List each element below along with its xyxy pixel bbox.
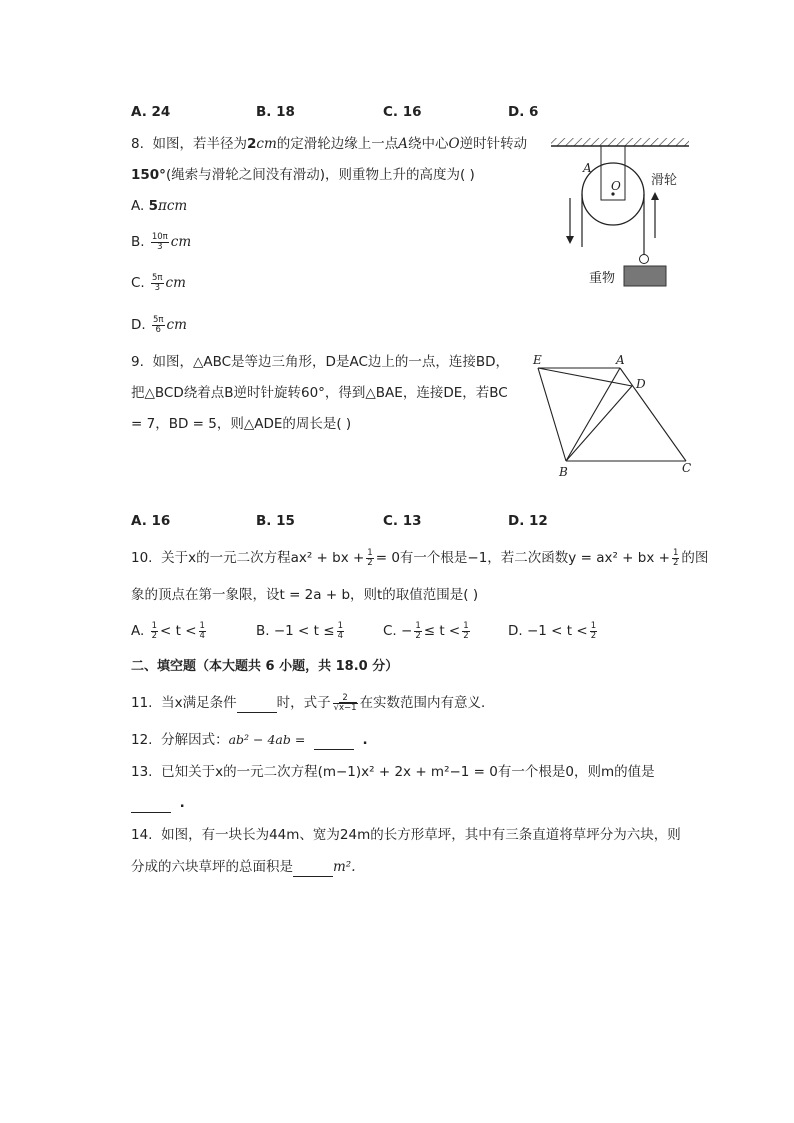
- q10-text: = 0有一个根是−1，若二次函数y = ax² + bx +: [375, 550, 670, 566]
- option-fraction: [152, 316, 165, 335]
- option-label: D.: [131, 317, 146, 333]
- q7-option-b: B. 18: [256, 104, 295, 120]
- option-label: C.: [383, 623, 397, 639]
- option-text: −1 < t ≤: [273, 623, 335, 639]
- label-e: E: [533, 353, 542, 367]
- q13-number: 13.: [131, 764, 153, 780]
- label-d: D: [636, 377, 646, 391]
- q11-text: 时，式子: [276, 695, 331, 711]
- segment-ac: [620, 368, 686, 461]
- q11-text: 当x满足条件: [161, 695, 237, 711]
- numerator: 1: [590, 620, 597, 631]
- numerator: 1: [151, 620, 158, 631]
- q8-option-a: [131, 196, 187, 216]
- numerator: 1: [337, 620, 343, 631]
- q7-option-a: A. 24: [131, 104, 171, 120]
- weight-block: [624, 266, 666, 286]
- option-label: B.: [256, 623, 270, 639]
- label-weight: 重物: [589, 271, 616, 286]
- option-label: C.: [131, 275, 145, 291]
- q8-text: 如图，若半径为: [152, 136, 247, 152]
- numerator: 1: [672, 547, 679, 558]
- q8-text: 的定滑轮边缘上一点: [276, 136, 399, 152]
- q9-option-d: D. 12: [508, 513, 548, 529]
- numerator: 1: [199, 620, 205, 631]
- option-text: −: [401, 623, 413, 639]
- arrow-up-head: [651, 192, 659, 200]
- q12-number: 12.: [131, 732, 153, 748]
- q9-line3: = 7，BD = 5，则△ADE的周长是( ): [131, 416, 352, 432]
- q13-period: .: [179, 795, 185, 811]
- q8-unit: cm: [256, 136, 277, 152]
- label-c: C: [682, 461, 692, 475]
- option-fraction: [151, 622, 158, 641]
- q8-line1: [131, 134, 527, 154]
- numerator: 1: [463, 620, 469, 631]
- denominator: 4: [199, 630, 205, 641]
- q11-number: 11.: [131, 695, 153, 711]
- option-unit: cm: [166, 317, 187, 333]
- option-fraction: [151, 274, 164, 293]
- q11-line: [131, 693, 495, 713]
- label-a: A: [583, 161, 592, 175]
- fraction-half: [366, 549, 373, 568]
- option-label: D.: [508, 623, 523, 639]
- q10-line2: 象的顶点在第一象限，设t = 2a + b，则t的取值范围是( ): [131, 587, 479, 603]
- sqrt-content: x−1: [339, 702, 357, 713]
- q14-line1: [131, 825, 681, 845]
- option-text: < t <: [160, 623, 197, 639]
- option-value: 5: [148, 198, 158, 214]
- q13-line2: [131, 793, 185, 813]
- arrow-down-head: [566, 236, 574, 244]
- q9-option-a: A. 16: [131, 513, 171, 529]
- q8-number: 8.: [131, 136, 144, 152]
- segment-eb: [538, 368, 566, 461]
- q9-option-c: C. 13: [383, 513, 422, 529]
- q8-option-c: [131, 273, 186, 293]
- denominator: 2: [151, 630, 158, 641]
- ceiling-hatch: [551, 138, 689, 146]
- q7-option-c: C. 16: [383, 104, 422, 120]
- q12-expression: ab² − 4ab =: [228, 732, 306, 747]
- option-label: A.: [131, 623, 145, 639]
- option-unit: cm: [170, 234, 192, 250]
- option-fraction: [462, 622, 469, 641]
- segment-bd: [566, 386, 632, 461]
- denominator: 6: [155, 324, 161, 335]
- denominator: 2: [367, 557, 373, 568]
- answer-blank[interactable]: [131, 798, 171, 813]
- option-unit: cm: [165, 275, 186, 291]
- q10-option-c: [383, 621, 472, 641]
- option-fraction: [151, 233, 169, 252]
- label-pulley: 滑轮: [651, 173, 678, 188]
- pulley-figure: [545, 132, 705, 297]
- q14-line2: [131, 857, 356, 877]
- q11-text: 在实数范围内有意义．: [359, 695, 495, 711]
- q9-number: 9.: [131, 354, 144, 370]
- answer-blank[interactable]: [237, 698, 277, 713]
- denominator: 2: [590, 630, 597, 641]
- option-text: −1 < t <: [526, 623, 588, 639]
- q9-line1: [131, 352, 509, 372]
- label-a: A: [616, 353, 625, 367]
- q9-text: 如图，△ABC是等边三角形，D是AC边上的一点，连接BD，: [152, 354, 510, 370]
- q12-line: [131, 730, 368, 750]
- q8-text: 绕中心: [408, 136, 449, 152]
- answer-blank[interactable]: [293, 862, 333, 877]
- denominator: 3: [157, 241, 163, 252]
- option-fraction: [590, 622, 597, 641]
- hook-ring: [640, 255, 649, 264]
- q12-period: .: [362, 732, 368, 748]
- option-fraction: [199, 622, 206, 641]
- triangle-figure: [528, 348, 698, 483]
- q10-number: 10.: [131, 550, 153, 566]
- q10-line1: [131, 548, 708, 568]
- option-label: A.: [131, 198, 145, 214]
- q8-radius: 2: [246, 136, 257, 152]
- q14-number: 14.: [131, 827, 153, 843]
- q10-option-d: [508, 621, 599, 641]
- denominator: 2: [672, 557, 679, 568]
- q8-line2: [131, 165, 475, 185]
- q10-text: 的图: [681, 550, 709, 566]
- answer-blank[interactable]: [314, 735, 354, 750]
- q8-point-a: A: [398, 136, 409, 152]
- q8-option-b: [131, 232, 191, 252]
- numerator: 1: [367, 547, 373, 558]
- denominator: 3: [154, 282, 160, 293]
- denominator: 4: [337, 630, 343, 641]
- numerator: 10π: [151, 231, 168, 242]
- q12-text: 分解因式：: [161, 732, 229, 748]
- numerator: 5π: [152, 272, 163, 283]
- q10-option-b: [256, 621, 346, 641]
- denominator: √x−1: [333, 702, 357, 713]
- numerator: 2: [333, 694, 358, 704]
- q14-unit: m².: [333, 859, 356, 875]
- q13-text: 已知关于x的一元二次方程(m−1)x² + 2x + m²−1 = 0有一个根是0，则m的值是: [161, 764, 655, 780]
- q13-line1: [131, 762, 655, 782]
- option-text: ≤ t <: [423, 623, 461, 639]
- option-fraction: [337, 622, 344, 641]
- label-o: O: [611, 179, 621, 193]
- q9-option-b: B. 15: [256, 513, 295, 529]
- q10-text: 关于x的一元二次方程ax² + bx +: [161, 550, 365, 566]
- q11-fraction: [333, 694, 358, 713]
- option-fraction: [414, 622, 421, 641]
- q8-point-o: O: [448, 136, 460, 152]
- numerator: 5π: [152, 314, 164, 325]
- q9-line2: 把△BCD绕着点B逆时针旋转60°，得到△BAE，连接DE，若BC: [131, 385, 508, 401]
- segment-ab: [566, 368, 620, 461]
- q7-option-d: D. 6: [508, 104, 539, 120]
- q14-text: 如图，有一块长为44m、宽为24m的长方形草坪，其中有三条直道将草坪分为六块，则: [161, 827, 681, 843]
- q8-angle: 150°: [131, 167, 166, 183]
- option-label: B.: [131, 234, 145, 250]
- q8-text: 逆时针转动: [459, 136, 528, 152]
- section-heading-fill-in: 二、填空题（本大题共 6 小题，共 18.0 分）: [131, 659, 399, 674]
- numerator: 1: [415, 620, 421, 631]
- denominator: 2: [415, 630, 421, 641]
- fraction-half: [672, 549, 679, 568]
- option-unit: πcm: [158, 198, 188, 214]
- q8-option-d: [131, 315, 187, 335]
- denominator: 2: [463, 630, 469, 641]
- label-b: B: [559, 465, 568, 479]
- q14-text: 分成的六块草坪的总面积是: [131, 859, 293, 875]
- q8-text: (绳索与滑轮之间没有滑动)，则重物上升的高度为( ): [165, 167, 475, 183]
- q10-option-a: [131, 621, 208, 641]
